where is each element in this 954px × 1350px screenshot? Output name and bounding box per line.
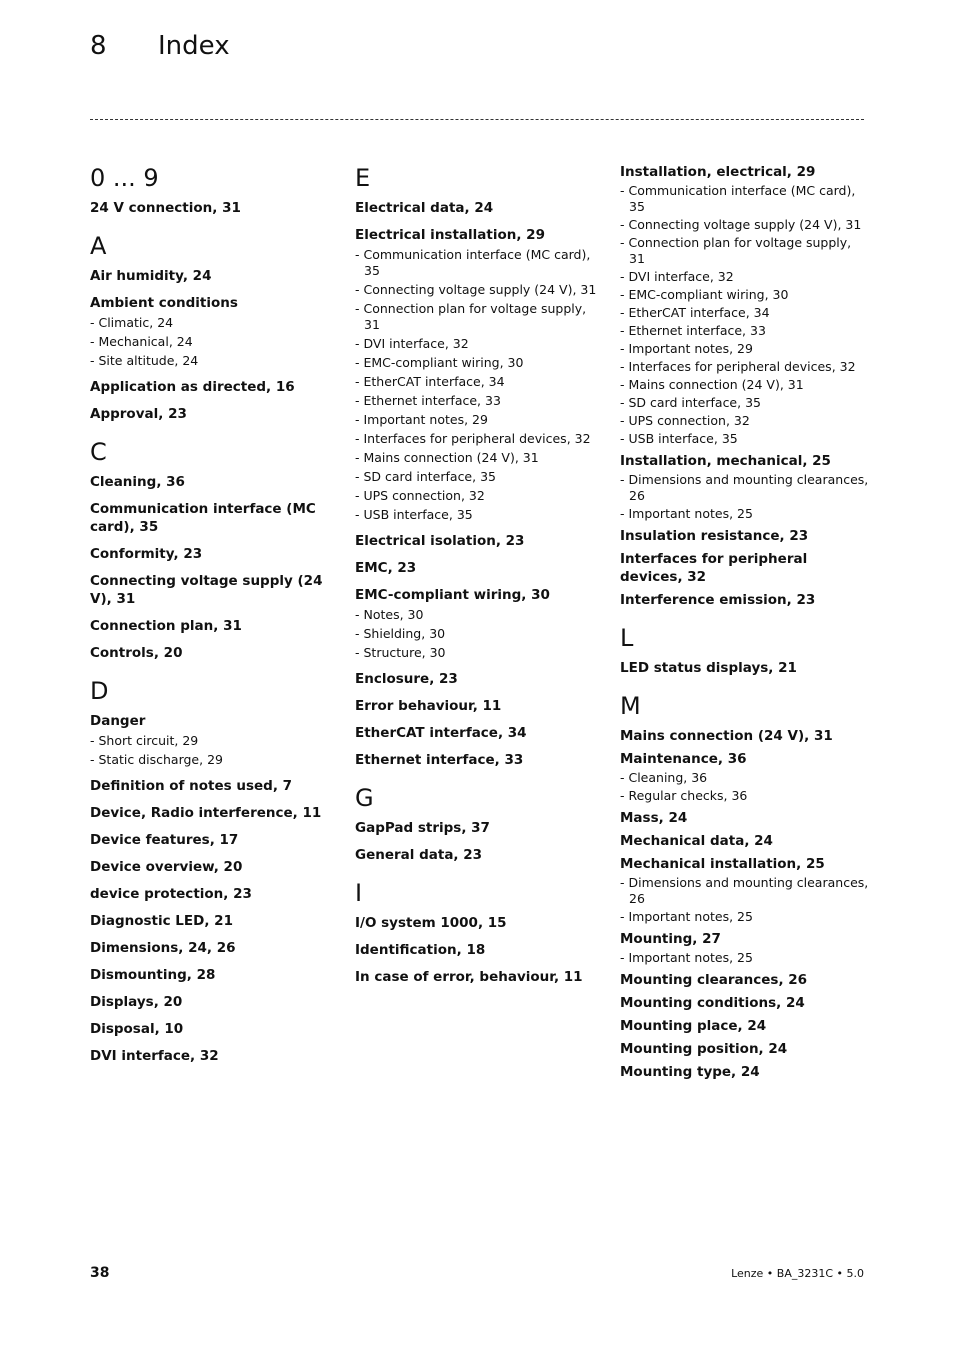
index-entry: Application as directed, 16 [90, 379, 295, 395]
document-id: Lenze • BA_3231C • 5.0 [731, 1267, 864, 1280]
index-entry: Mounting place, 24 [620, 1018, 767, 1034]
index-entry: Device, Radio interference, 11 [90, 805, 322, 821]
index-subentry: - Communication interface (MC card), 35 [620, 183, 856, 214]
index-subentry: - Communication interface (MC card), 35 [355, 247, 591, 278]
index-entry: 24 V connection, 31 [90, 200, 241, 216]
index-letter-heading: D [90, 677, 109, 705]
index-entry: Electrical installation, 29 [355, 227, 545, 243]
index-entry: Interference emission, 23 [620, 592, 816, 608]
index-subentry: - Connection plan for voltage supply, 31 [620, 235, 852, 266]
index-entry: EtherCAT interface, 34 [355, 725, 527, 741]
index-entry: Device features, 17 [90, 832, 239, 848]
index-entry: Connecting voltage supply (24 V), 31 [90, 573, 323, 607]
index-letter-heading: G [355, 784, 374, 812]
index-entry: Mounting, 27 [620, 931, 721, 947]
index-entry: Mounting position, 24 [620, 1041, 788, 1057]
index-entry: Approval, 23 [90, 406, 187, 422]
index-entry: Danger [90, 713, 146, 729]
index-subentry: - EMC-compliant wiring, 30 [355, 355, 524, 370]
index-entry: Cleaning, 36 [90, 474, 185, 490]
index-entry: Disposal, 10 [90, 1021, 184, 1037]
index-subentry: - Shielding, 30 [355, 626, 446, 641]
index-entry: Air humidity, 24 [90, 268, 212, 284]
index-subentry: - Important notes, 25 [620, 506, 753, 521]
index-entry: Controls, 20 [90, 645, 183, 661]
index-entry: Electrical isolation, 23 [355, 533, 525, 549]
index-entry: Ethernet interface, 33 [355, 752, 524, 768]
index-entry: Identification, 18 [355, 942, 486, 958]
index-entry: DVI interface, 32 [90, 1048, 219, 1064]
index-entry: EMC, 23 [355, 560, 417, 576]
index-entry: GapPad strips, 37 [355, 820, 490, 836]
index-column-2 [355, 163, 605, 986]
index-subentry: - UPS connection, 32 [620, 413, 750, 428]
index-entry: Dimensions, 24, 26 [90, 940, 236, 956]
index-subentry: - Connecting voltage supply (24 V), 31 [355, 282, 597, 297]
index-entry: Displays, 20 [90, 994, 183, 1010]
index-letter-heading: I [355, 879, 363, 907]
index-subentry: - Notes, 30 [355, 607, 424, 622]
index-subentry: - Interfaces for peripheral devices, 32 [620, 359, 856, 374]
index-subentry: - Dimensions and mounting clearances, 26 [620, 472, 869, 503]
index-subentry: - Ethernet interface, 33 [355, 393, 501, 408]
index-entry: Interfaces for peripheral devices, 32 [620, 551, 808, 585]
page-number: 38 [90, 1265, 110, 1281]
index-subentry: - Ethernet interface, 33 [620, 323, 766, 338]
index-entry: Mounting conditions, 24 [620, 995, 805, 1011]
index-subentry: - Mains connection (24 V), 31 [620, 377, 804, 392]
chapter-title: Index [158, 31, 230, 61]
index-entry: device protection, 23 [90, 886, 252, 902]
index-subentry: - UPS connection, 32 [355, 488, 485, 503]
index-entry: Insulation resistance, 23 [620, 528, 809, 544]
index-subentry: - Site altitude, 24 [90, 353, 199, 368]
index-entry: Conformity, 23 [90, 546, 203, 562]
index-subentry: - Important notes, 25 [620, 950, 753, 965]
index-entry: Mechanical installation, 25 [620, 856, 825, 872]
index-letter-heading: 0 ... 9 [90, 164, 159, 192]
header-divider [90, 119, 864, 120]
index-column-1 [90, 163, 340, 1065]
index-entry: Connection plan, 31 [90, 618, 242, 634]
index-letter-heading: A [90, 232, 107, 260]
chapter-number: 8 [90, 31, 107, 61]
index-subentry: - EMC-compliant wiring, 30 [620, 287, 789, 302]
index-subentry: - Dimensions and mounting clearances, 26 [620, 875, 869, 906]
index-subentry: - Important notes, 29 [620, 341, 753, 356]
index-entry: Installation, mechanical, 25 [620, 453, 831, 469]
index-entry: Dismounting, 28 [90, 967, 216, 983]
index-entry: Diagnostic LED, 21 [90, 913, 233, 929]
index-entry: Definition of notes used, 7 [90, 778, 293, 794]
index-entry: Mechanical data, 24 [620, 833, 773, 849]
index-letter-heading: L [620, 624, 634, 652]
index-subentry: - Cleaning, 36 [620, 770, 708, 785]
index-entry: I/O system 1000, 15 [355, 915, 507, 931]
index-subentry: - Connection plan for voltage supply, 31 [355, 301, 587, 332]
index-letter-heading: C [90, 438, 107, 466]
index-entry: Maintenance, 36 [620, 751, 747, 767]
index-letter-heading: E [355, 164, 371, 192]
index-entry: Error behaviour, 11 [355, 698, 502, 714]
index-entry: Mains connection (24 V), 31 [620, 728, 833, 744]
index-subentry: - DVI interface, 32 [355, 336, 469, 351]
index-subentry: - Structure, 30 [355, 645, 446, 660]
index-entry: General data, 23 [355, 847, 483, 863]
index-subentry: - Important notes, 25 [620, 909, 753, 924]
index-subentry: - Short circuit, 29 [90, 733, 199, 748]
index-subentry: - USB interface, 35 [355, 507, 473, 522]
index-entry: Mass, 24 [620, 810, 688, 826]
index-entry: Installation, electrical, 29 [620, 164, 816, 180]
index-entry: Ambient conditions [90, 295, 238, 311]
index-entry: In case of error, behaviour, 11 [355, 969, 583, 985]
index-entry: Communication interface (MC card), 35 [90, 501, 316, 535]
index-subentry: - Mains connection (24 V), 31 [355, 450, 539, 465]
index-subentry: - Regular checks, 36 [620, 788, 748, 803]
index-subentry: - Static discharge, 29 [90, 752, 223, 767]
index-subentry: - SD card interface, 35 [355, 469, 496, 484]
index-letter-heading: M [620, 692, 641, 720]
index-subentry: - Connecting voltage supply (24 V), 31 [620, 217, 862, 232]
index-column-3 [620, 163, 870, 1081]
index-subentry: - Mechanical, 24 [90, 334, 193, 349]
index-entry: Enclosure, 23 [355, 671, 458, 687]
index-subentry: - EtherCAT interface, 34 [355, 374, 505, 389]
index-entry: EMC-compliant wiring, 30 [355, 587, 550, 603]
index-entry: Device overview, 20 [90, 859, 243, 875]
page-header [90, 30, 230, 62]
index-subentry: - SD card interface, 35 [620, 395, 761, 410]
index-subentry: - Climatic, 24 [90, 315, 174, 330]
index-subentry: - DVI interface, 32 [620, 269, 734, 284]
index-entry: Mounting type, 24 [620, 1064, 760, 1080]
index-subentry: - EtherCAT interface, 34 [620, 305, 770, 320]
index-subentry: - Important notes, 29 [355, 412, 488, 427]
index-entry: Electrical data, 24 [355, 200, 494, 216]
index-subentry: - Interfaces for peripheral devices, 32 [355, 431, 591, 446]
index-entry: Mounting clearances, 26 [620, 972, 808, 988]
index-entry: LED status displays, 21 [620, 660, 797, 676]
index-subentry: - USB interface, 35 [620, 431, 738, 446]
